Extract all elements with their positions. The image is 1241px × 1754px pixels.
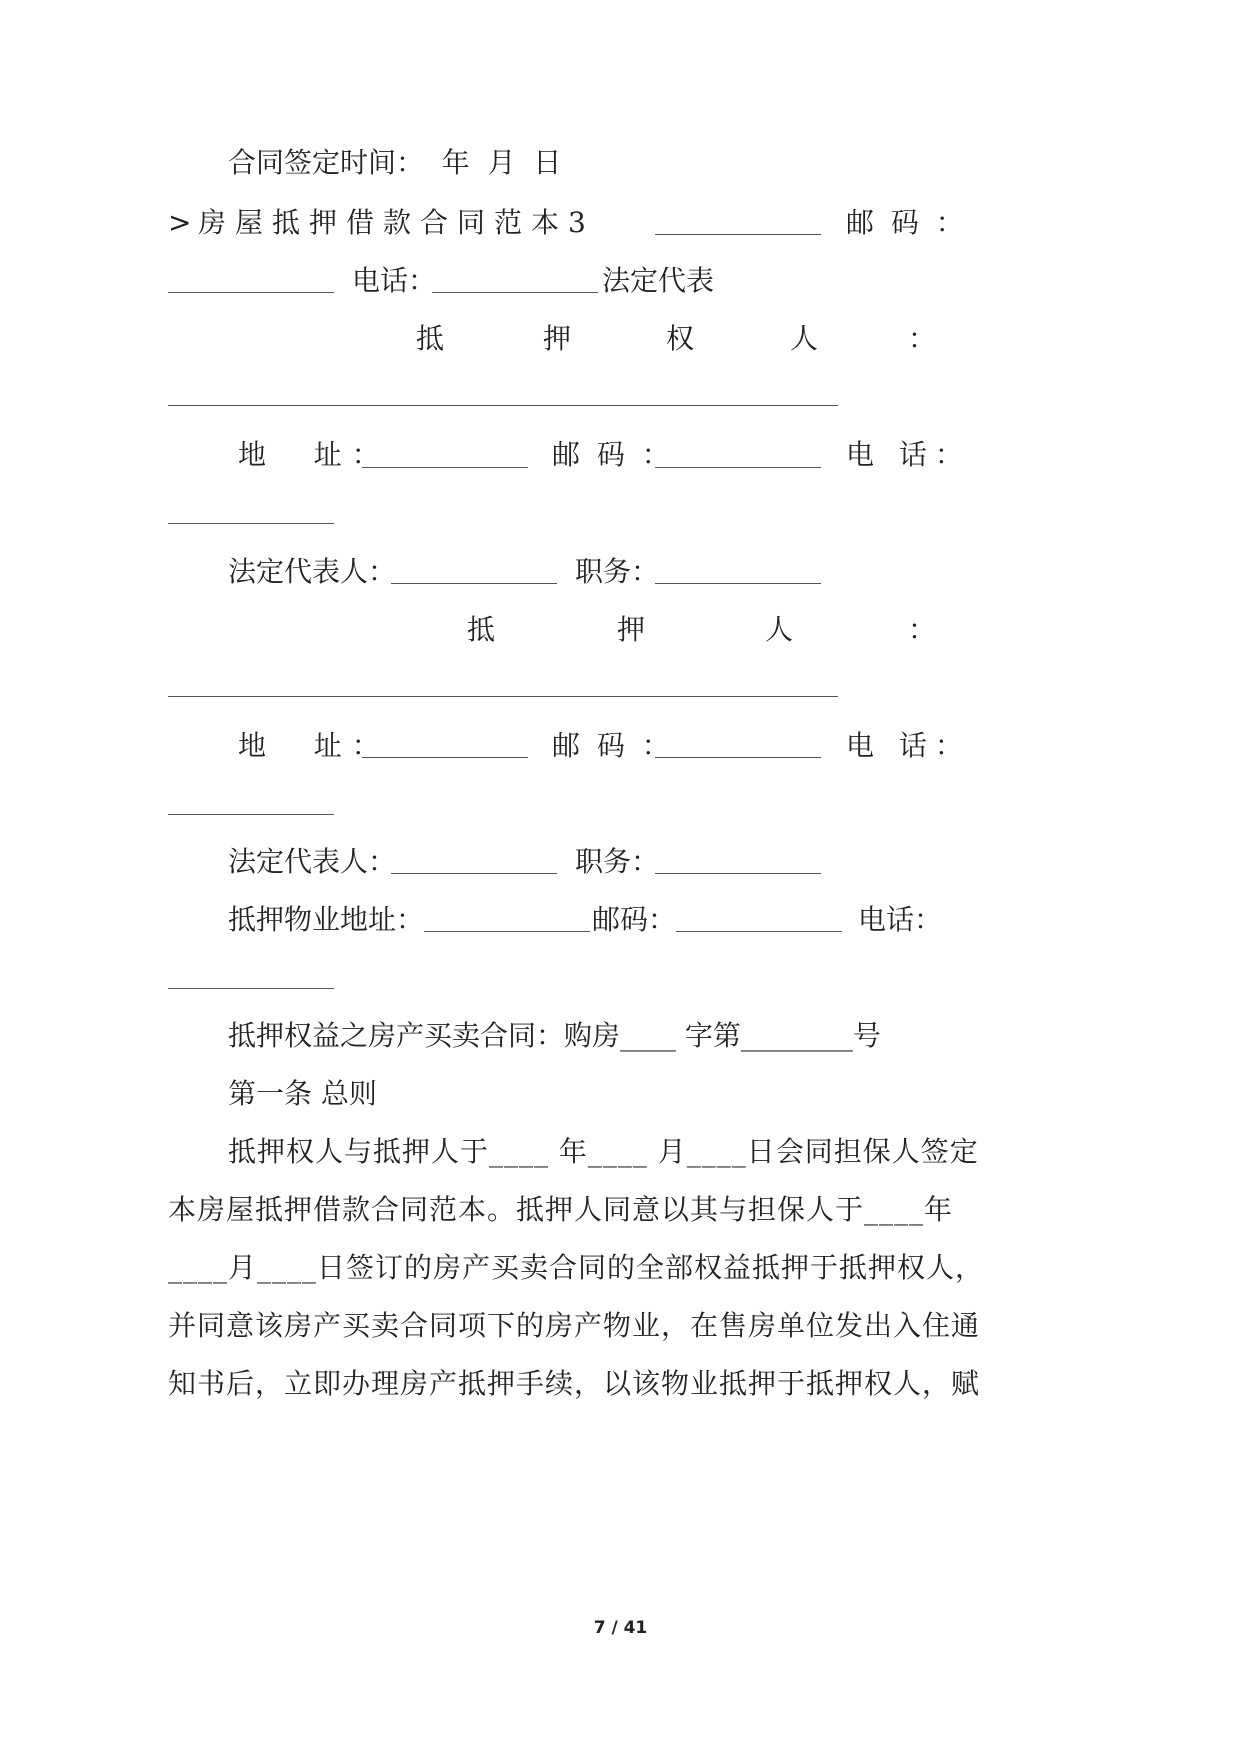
phone-label: 电话： bbox=[858, 903, 943, 936]
body-line: 抵押权人与抵押人于____ 年____ 月____日会同担保人签定 bbox=[228, 1135, 979, 1168]
blank-line bbox=[655, 757, 821, 758]
blank-line bbox=[655, 234, 821, 235]
blank-line bbox=[362, 757, 528, 758]
position-label: 职务： bbox=[575, 845, 660, 878]
address-label: 地 址： bbox=[238, 438, 390, 471]
blank-line bbox=[168, 292, 334, 293]
blank-line bbox=[655, 873, 821, 874]
mortgagor-char: 人 bbox=[765, 613, 794, 646]
body-line: 并同意该房产买卖合同项下的房产物业，在售房单位发出入住通 bbox=[168, 1309, 981, 1342]
mortgagee-blank-line bbox=[168, 405, 838, 406]
mortgagee-colon: ： bbox=[908, 322, 937, 355]
property-address-label: 抵押物业地址： bbox=[228, 903, 425, 936]
blank-line bbox=[168, 988, 334, 989]
body-line: 知书后，立即办理房产抵押手续，以该物业抵押于抵押权人，赋 bbox=[168, 1367, 981, 1400]
position-label: 职务： bbox=[575, 555, 660, 588]
mortgagor-char: 押 bbox=[617, 613, 646, 646]
blank-line bbox=[655, 583, 821, 584]
mortgagor-colon: ： bbox=[908, 613, 937, 646]
legal-rep-label: 法定代表人： bbox=[228, 845, 397, 878]
blank-line bbox=[655, 467, 821, 468]
mortgagee-char: 抵 bbox=[416, 322, 445, 355]
phone-label: 电话： bbox=[352, 264, 437, 297]
page-number: 7 / 41 bbox=[593, 1618, 648, 1638]
body-line: ____月____日签订的房产买卖合同的全部权益抵押于抵押权人， bbox=[168, 1251, 985, 1284]
blank-line bbox=[168, 814, 334, 815]
phone-label: 电 话： bbox=[846, 438, 971, 471]
legal-rep-label: 法定代表 bbox=[602, 264, 715, 297]
mortgagee-char: 押 bbox=[543, 322, 572, 355]
legal-rep-label: 法定代表人： bbox=[228, 555, 397, 588]
address-label: 地 址： bbox=[238, 729, 390, 762]
heading-chevron: > bbox=[168, 206, 192, 239]
phone-label: 电 话： bbox=[846, 729, 971, 762]
mortgagor-char: 抵 bbox=[467, 613, 496, 646]
blank-line bbox=[676, 931, 842, 932]
article-title: 第一条 总则 bbox=[228, 1077, 377, 1110]
signing-date: 合同签定时间： 年 月 日 bbox=[228, 146, 562, 179]
mortgagee-char: 人 bbox=[790, 322, 819, 355]
mortgagor-blank-line bbox=[168, 696, 838, 697]
blank-line bbox=[362, 467, 528, 468]
blank-line bbox=[391, 873, 557, 874]
body-line: 本房屋抵押借款合同范本。抵押人同意以其与担保人于____年 bbox=[168, 1193, 954, 1226]
sample-heading: 房屋抵押借款合同范本3 bbox=[198, 206, 595, 239]
postcode-label: 邮 码 ： bbox=[846, 206, 968, 239]
mortgagee-char: 权 bbox=[666, 322, 695, 355]
blank-line bbox=[424, 931, 590, 932]
blank-line bbox=[432, 292, 598, 293]
blank-line bbox=[168, 523, 334, 524]
postcode-label: 邮码： bbox=[592, 903, 677, 936]
contract-reference: 抵押权益之房产买卖合同：购房____ 字第________号 bbox=[228, 1019, 881, 1052]
blank-line bbox=[391, 583, 557, 584]
postcode-label: 邮 码 ： bbox=[552, 438, 674, 471]
postcode-label: 邮 码 ： bbox=[552, 729, 674, 762]
